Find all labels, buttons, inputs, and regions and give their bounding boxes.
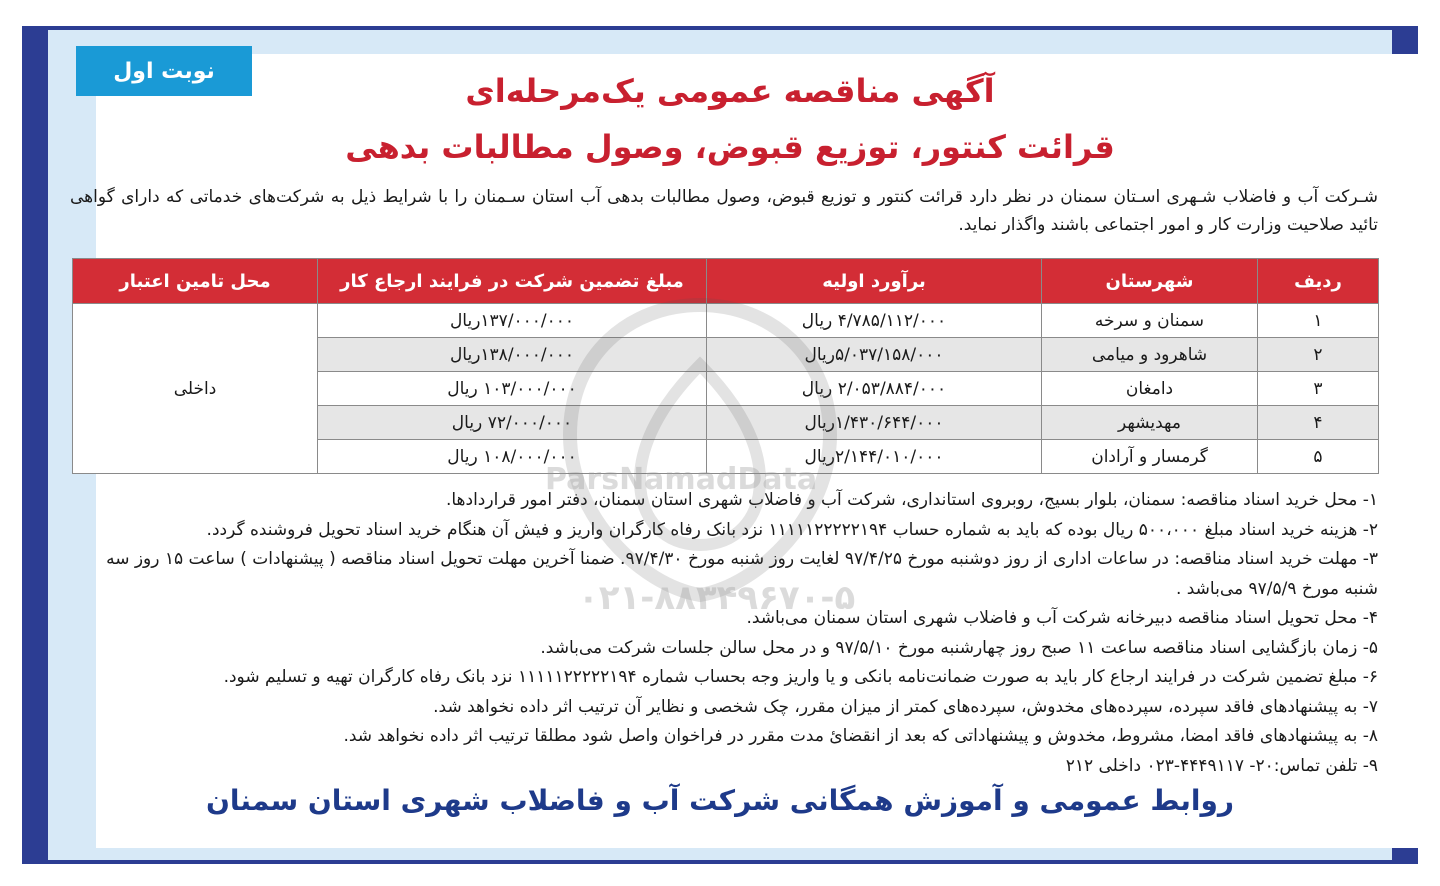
condition-item: ۴- محل تحویل اسناد مناقصه دبیرخانه شرکت آب و فاضلاب شهری استان سمنان می‌باشد. <box>746 608 1378 628</box>
cell-guarantee: ۷۲/۰۰۰/۰۰۰ ریال <box>318 406 707 440</box>
condition-item: ۷- به پیشنهادهای فاقد سپرده، سپرده‌های مخدوش، سپرده‌های کمتر از میزان مقرر، چک شخصی و نظایر آن ترتیب اثر داده نخواهد شد. <box>433 696 1378 717</box>
header-city: شهرستان <box>1042 259 1258 304</box>
condition-item: ۵- زمان بازگشایی اسناد مناقصه ساعت ۱۱ صبح روز چهارشنبه مورخ ۹۷/۵/۱۰ و در محل سالن جلسات شرکت می‌باشد. <box>540 637 1378 658</box>
notice-title: آگهی مناقصه عمومی یک‌مرحله‌ای <box>465 72 995 110</box>
footer-signature: روابط عمومی و آموزش همگانی شرکت آب و فاضلاب شهری استان سمنان <box>206 784 1234 817</box>
header-funding: محل تامین اعتبار <box>73 259 318 304</box>
cell-funding: داخلی <box>73 304 318 474</box>
condition-item: ۸- به پیشنهادهای فاقد امضا، مشروط، مخدوش و پیشنهاداتی که بعد از انقضائ مدت مقرر در فراخوان واصل شود مطلقا ترتیب اثر داده نخواهد شد. <box>343 726 1378 746</box>
condition-item: ۱- محل خرید اسناد مناقصه: سمنان، بلوار بسیج، روبروی استانداری، شرکت آب و فاضلاب شهری استان سمنان، دفتر امور قراردادها. <box>445 490 1378 510</box>
cell-guarantee: ۱۰۳/۰۰۰/۰۰۰ ریال <box>318 372 707 406</box>
conditions-list <box>70 486 1378 781</box>
cell-row-number: ۵ <box>1258 440 1379 474</box>
condition-item: ۶- مبلغ تضمین شرکت در فرایند ارجاع کار باید به صورت ضمانت‌نامه بانکی و یا واریز وجه بحساب شماره ۱۱۱۱۱۲۲۲۲۲۱۹۴ نزد بانک رفاه کارگران تهیه و تسلیم شود. <box>223 667 1378 687</box>
cell-estimate: ۲/۱۴۴/۰۱۰/۰۰۰ریال <box>707 440 1042 474</box>
tender-table <box>72 258 1379 474</box>
cell-row-number: ۲ <box>1258 338 1379 372</box>
cell-city: سمنان و سرخه <box>1042 304 1258 338</box>
condition-item: ۲- هزینه خرید اسناد مبلغ ۵۰۰،۰۰۰ ریال بوده که باید به شماره حساب ۱۱۱۱۱۲۲۲۲۲۱۹۴ نزد بانک رفاه کارگران واریز و فیش آن هنگام خرید اسناد تحویل فروشنده گردد. <box>206 519 1378 540</box>
intro-paragraph: شـرکت آب و فاضلاب شـهری اسـتان سمنان در نظر دارد قرائت کنتور و توزیع قبوض، وصول مطالبات بدهی آب استان سـمنان را با شرایط ذیل به شرکت‌های خدماتی که دارای گواهی تائید صلاحیت وزارت کار و امور اجتماعی باشند واگذار نماید. <box>70 187 1378 235</box>
cell-estimate: ۵/۰۳۷/۱۵۸/۰۰۰ریال <box>707 338 1042 372</box>
watermark-brand: ParsNamadData <box>545 462 818 497</box>
cell-row-number: ۱ <box>1258 304 1379 338</box>
header-estimate: برآورد اولیه <box>707 259 1042 304</box>
cell-city: شاهرود و میامی <box>1042 338 1258 372</box>
cell-row-number: ۳ <box>1258 372 1379 406</box>
watermark-phone: ۰۲۱-۸۸۳۴۹۶۷۰-۵ <box>578 578 856 618</box>
cell-row-number: ۴ <box>1258 406 1379 440</box>
cell-city: گرمسار و آرادان <box>1042 440 1258 474</box>
condition-item: ۳- مهلت خرید اسناد مناقصه: در ساعات اداری از روز دوشنبه مورخ ۹۷/۴/۲۵ لغایت روز شنبه مورخ ۹۷/۴/۳۰. ضمنا آخرین مهلت تحویل اسناد مناقصه ( پیشنهادات ) ساعت ۱۵ روز سه شنبه مورخ ۹۷/۵/۹ می‌باشد . <box>106 549 1378 599</box>
table-row <box>73 304 1379 338</box>
cell-estimate: ۱/۴۳۰/۶۴۴/۰۰۰ریال <box>707 406 1042 440</box>
header-guarantee: مبلغ تضمین شرکت در فرایند ارجاع کار <box>318 259 707 304</box>
cell-estimate: ۲/۰۵۳/۸۸۴/۰۰۰ ریال <box>707 372 1042 406</box>
round-badge: نوبت اول <box>76 46 252 96</box>
cell-city: دامغان <box>1042 372 1258 406</box>
table-header-row <box>73 259 1379 304</box>
cell-guarantee: ۱۰۸/۰۰۰/۰۰۰ ریال <box>318 440 707 474</box>
cell-guarantee: ۱۳۷/۰۰۰/۰۰۰ریال <box>318 304 707 338</box>
cell-estimate: ۴/۷۸۵/۱۱۲/۰۰۰ ریال <box>707 304 1042 338</box>
header-row-number: ردیف <box>1258 259 1379 304</box>
cell-guarantee: ۱۳۸/۰۰۰/۰۰۰ریال <box>318 338 707 372</box>
condition-item: ۹- تلفن تماس:۲۰- ۴۴۴۹۱۱۷-۰۲۳ داخلی ۲۱۲ <box>1065 755 1378 776</box>
cell-city: مهدیشهر <box>1042 406 1258 440</box>
notice-subtitle: قرائت کنتور، توزیع قبوض، وصول مطالبات بدهی <box>345 128 1115 166</box>
